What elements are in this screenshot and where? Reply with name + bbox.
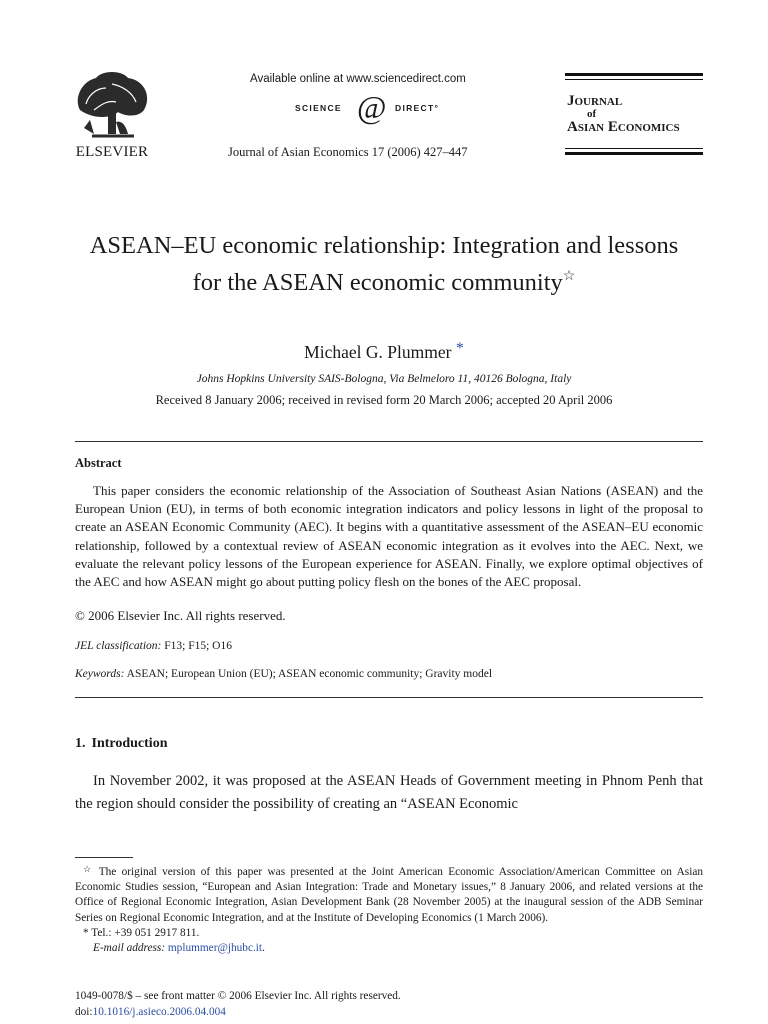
abstract-copyright: © 2006 Elsevier Inc. All rights reserved.: [75, 608, 286, 623]
keywords: [75, 668, 492, 680]
section-title: Introduction: [91, 736, 168, 751]
journal-logo-rule-bottom-thin: [565, 148, 703, 149]
journal-logo-rule-bottom: [565, 152, 703, 155]
keywords-value: ASEAN; European Union (EU); ASEAN economic community; Gravity model: [126, 668, 493, 680]
sciencedirect-at-symbol: @: [357, 89, 388, 125]
sciencedirect-right: DIRECT°: [395, 103, 440, 113]
footnote-tel-mark: *: [83, 926, 89, 939]
journal-logo-line3: Asian Economics: [567, 119, 680, 135]
footnote-star-mark: ☆: [83, 864, 94, 874]
doi-line: [75, 1006, 226, 1018]
section-heading: [75, 736, 167, 752]
footnotes: [75, 862, 703, 956]
journal-logo-line1: Journal: [567, 93, 623, 109]
email-end: .: [262, 942, 265, 955]
abstract-heading: Abstract: [75, 456, 122, 470]
abstract-rule-top: [75, 441, 703, 442]
front-matter-line: 1049-0078/$ – see front matter © 2006 Elsevier Inc. All rights reserved.: [75, 990, 401, 1002]
abstract-body: This paper considers the economic relationship of the Association of Southeast Asian Nations (ASEAN) and the European Union (EU), in terms of both economic integration indicators and policy lessons in light of the proposal to create an ASEAN Economic Community (AEC). It begins with a quantitative assessment of the ASEAN–EU economic relationship, followed by a contextual review of ASEAN economic integration as it evolves into the AEC. Next, we evaluate the relevant policy lessons of the European experience for ASEAN. Finally, we explore optimal objectives of the AEC and how ASEAN might go about putting policy flesh on the bones of the AEC proposal.: [75, 483, 703, 590]
footnote-star-text: The original version of this paper was presented at the Joint American Economic Association/American Committee on Asian Economic Studies session, “European and Asian Integration: Trade and Monetary issues,” 8 January 2006, and related versions at the Office of Regional Economic Integration, Asian Development Bank (28 November 2005) at the inaugural session of the ADB Seminar Series on Regional Economic Integration, and at the Institute of Developing Economics (1 March 2006).: [75, 866, 704, 924]
footnote-email: [75, 941, 703, 956]
author-line: [0, 340, 768, 363]
journal-logo-line2: of: [587, 108, 597, 120]
footnote-star: [75, 862, 703, 926]
doi-link[interactable]: 10.1016/j.asieco.2006.04.004: [92, 1006, 226, 1018]
sciencedirect-left: SCIENCE: [295, 103, 342, 113]
received-dates: Received 8 January 2006; received in revised form 20 March 2006; accepted 20 April 2006: [155, 393, 613, 407]
intro-paragraph: In November 2002, it was proposed at the ASEAN Heads of Government meeting in Phnom Penh that the region should consider the possibility of creating an “ASEAN Economic: [75, 773, 703, 812]
doi-label: doi:: [75, 1006, 93, 1018]
footnote-rule: [75, 857, 133, 858]
footnote-tel: [75, 926, 703, 941]
author-affiliation: Johns Hopkins University SAIS-Bologna, Via Belmeloro 11, 40126 Bologna, Italy: [196, 373, 572, 385]
author-name: Michael G. Plummer: [304, 342, 452, 362]
journal-citation: Journal of Asian Economics 17 (2006) 427–447: [228, 145, 468, 159]
title-footnote-star[interactable]: ☆: [562, 269, 576, 284]
journal-logo: [567, 94, 707, 135]
abstract-rule-bottom: [75, 697, 703, 698]
keywords-label: Keywords:: [75, 668, 125, 680]
section-number: 1.: [75, 736, 86, 751]
available-online-text: Available online at www.sciencedirect.com: [250, 73, 466, 85]
journal-logo-rule-top: [565, 73, 703, 76]
author-footnote-marker[interactable]: *: [455, 340, 464, 357]
sciencedirect-logo: [295, 89, 485, 127]
jel-label: JEL classification:: [75, 640, 162, 652]
article-title-text: ASEAN–EU economic relationship: Integration and lessons for the ASEAN economic community: [89, 232, 679, 296]
footnote-tel-text: Tel.: +39 051 2917 811.: [91, 926, 200, 939]
email-link[interactable]: mplummer@jhubc.it: [167, 942, 263, 955]
email-label: E-mail address:: [93, 942, 166, 955]
jel-classification: [75, 640, 232, 652]
jel-value: F13; F15; O16: [164, 640, 232, 652]
journal-logo-rule-top-thin: [565, 79, 703, 80]
article-title: [80, 230, 688, 298]
publisher-name: ELSEVIER: [75, 144, 149, 160]
